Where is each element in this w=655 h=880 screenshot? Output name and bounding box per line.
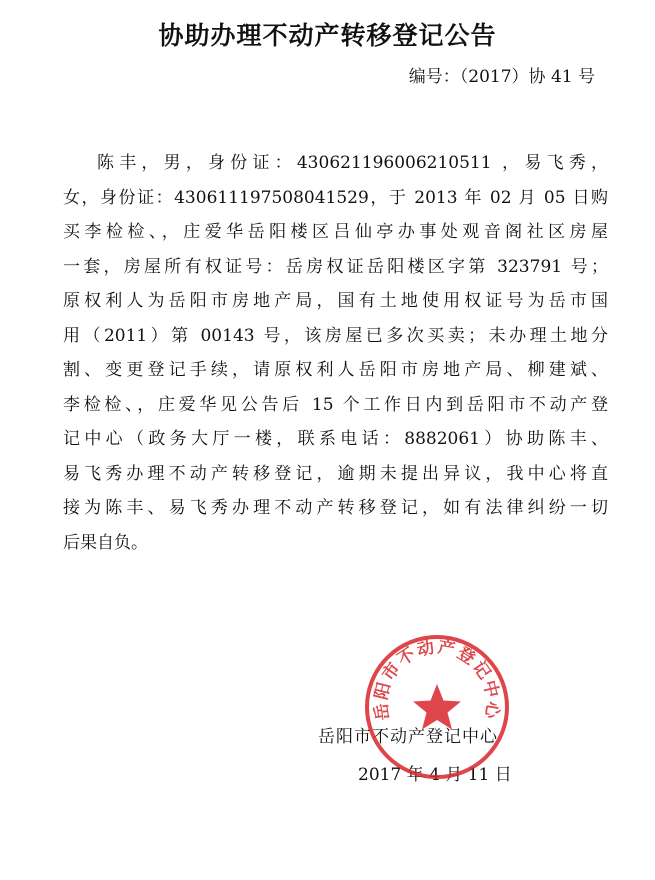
document-number: 编号：（2017）协 41 号 (408, 67, 595, 87)
official-seal-stamp (362, 632, 512, 782)
notice-title: 协助办理不动产转移登记公告 (158, 21, 497, 50)
body-line: 原权利人为岳阳市房地产局，国有土地使用权证号为岳市国 (63, 291, 608, 311)
body-line: 易飞秀办理不动产转移登记，逾期未提出异议，我中心将直 (63, 463, 608, 484)
body-line: 记中心（政务大厅一楼，联系电话：8882061）协助陈丰、 (63, 429, 608, 449)
body-line: 李检检、，庄爱华见公告后 15 个工作日内到岳阳市不动产登 (63, 394, 608, 415)
body-line: 买李检检、，庄爱华岳阳楼区吕仙亭办事处观音阁社区房屋 (63, 222, 608, 242)
issuer-name: 岳阳市不动产登记中心 (318, 727, 498, 747)
issue-date: 2017 年 4 月 11 日 (358, 765, 512, 785)
notice-body (63, 146, 608, 560)
body-line: 接为陈丰、易飞秀办理不动产转移登记，如有法律纠纷一切 (63, 498, 608, 518)
body-line: 陈丰，男，身份证：430621196006210511 ，易飞秀， (97, 153, 608, 173)
body-line: 割、变更登记手续，请原权利人岳阳市房地产局、柳建斌、 (63, 360, 608, 380)
body-line: 后果自负。 (63, 532, 148, 553)
body-line: 一套，房屋所有权证号：岳房权证岳阳楼区字第 323791 号； (63, 256, 608, 277)
seal-star-icon (413, 684, 461, 730)
seal-arc-text: 岳阳市不动产登记中心 (371, 637, 503, 722)
body-line: 女，身份证：430611197508041529，于 2013 年 02 月 05 日购 (63, 187, 608, 208)
body-line: 用（2011）第 00143 号，该房屋已多次买卖；未办理土地分 (63, 325, 608, 346)
